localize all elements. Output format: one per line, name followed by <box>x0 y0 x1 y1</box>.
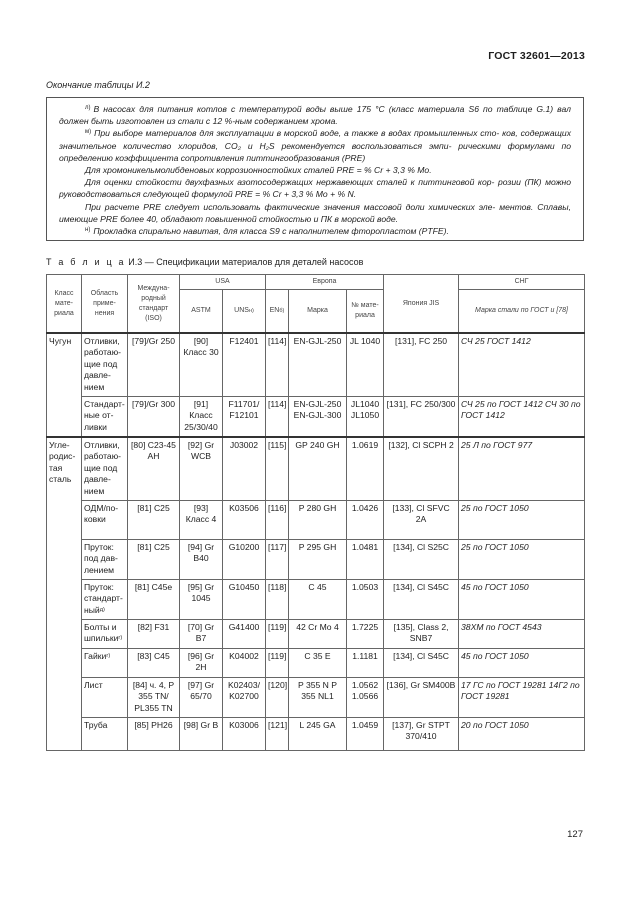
cell-material-number: 1.0503 <box>347 580 384 620</box>
cell-material-number: 1.1181 <box>347 649 384 678</box>
cell-jis: [134], Cl S45C <box>384 580 459 620</box>
table-caption <box>46 257 363 267</box>
cell-uns: K03506 <box>223 501 266 540</box>
cell-astm: [92] Gr WCB <box>180 437 223 501</box>
cell-grade: C 35 E <box>289 649 347 678</box>
table-row <box>47 620 585 649</box>
header-material-class: Класс мате- риала <box>47 275 82 334</box>
cell-grade: P 280 GH <box>289 501 347 540</box>
cell-application: Болты и шпильки$^{г)}$ <box>82 620 128 649</box>
cell-en: [117] <box>266 540 289 580</box>
cell-grade: 42 Cr Mo 4 <box>289 620 347 649</box>
cell-cis: СЧ 25 ГОСТ 1412 <box>459 333 585 397</box>
cell-astm: [96] Gr 2H <box>180 649 223 678</box>
cell-cis: 38ХМ по ГОСТ 4543 <box>459 620 585 649</box>
cell-application: Труба <box>82 718 128 751</box>
cell-material-number: 1.0619 <box>347 437 384 501</box>
cell-cis: 45 по ГОСТ 1050 <box>459 649 585 678</box>
header-cis: СНГ <box>459 275 585 290</box>
cell-astm: [94] Gr B40 <box>180 540 223 580</box>
document-code: ГОСТ 32601—2013 <box>488 50 585 62</box>
cell-iso: [81] C45e <box>128 580 180 620</box>
header-cis-grade: Марка стали по ГОСТ и [78] <box>459 290 585 334</box>
header-europe: Европа <box>266 275 384 290</box>
cell-uns: K02403/ K02700 <box>223 678 266 718</box>
cell-uns: G10200 <box>223 540 266 580</box>
cell-iso: [79]/Gr 300 <box>128 397 180 438</box>
footnote-mark: м) <box>85 129 92 136</box>
cell-jis: [137], Gr STPT 370/410 <box>384 718 459 751</box>
cell-uns: G41400 <box>223 620 266 649</box>
cell-material-number: 1.0459 <box>347 718 384 751</box>
cell-material-number: 1.0562 1.0566 <box>347 678 384 718</box>
header-astm: ASTM <box>180 290 223 334</box>
cell-jis: [133], Cl SFVC 2A <box>384 501 459 540</box>
footnote-text: Прокладка спирально навитая, для класса S9 с наполнителем фторопластом (PTFE). <box>93 226 449 237</box>
cell-uns: K03006 <box>223 718 266 751</box>
cell-grade: P 355 N P 355 NL1 <box>289 678 347 718</box>
footnote-m <box>59 127 571 164</box>
cell-astm: [91] Класс 25/30/40 <box>180 397 223 438</box>
materials-spec-table <box>46 274 585 751</box>
cell-en: [118] <box>266 580 289 620</box>
cell-jis: [136], Gr SM400B <box>384 678 459 718</box>
cell-uns: F12401 <box>223 333 266 397</box>
header-usa: USA <box>180 275 266 290</box>
header-application: Область приме- нения <box>82 275 128 334</box>
cell-cis: 25 по ГОСТ 1050 <box>459 501 585 540</box>
table-caption-prefix: Т а б л и ц а <box>46 257 126 267</box>
table-row <box>47 678 585 718</box>
cell-astm: [70] Gr B7 <box>180 620 223 649</box>
cell-en: [119] <box>266 649 289 678</box>
cell-jis: [134], Cl S25C <box>384 540 459 580</box>
cell-material-class: Угле- родис- тая сталь <box>47 437 82 751</box>
cell-en: [120] <box>266 678 289 718</box>
cell-application: Отливки, работаю- щие под давле- нием <box>82 437 128 501</box>
cell-material-number: JL 1040 <box>347 333 384 397</box>
cell-cis: 25 по ГОСТ 1050 <box>459 540 585 580</box>
footnote-text: В насосах для питания котлов с температурой воды выше 175 °С (класс материала S6 по таблице G.1) вал должен быть изготовлен из стали с 12 %-ным содержанием хрома. <box>59 104 571 127</box>
cell-jis: [131], FC 250 <box>384 333 459 397</box>
cell-application: Лист <box>82 678 128 718</box>
cell-grade: EN-GJL-250 EN-GJL-300 <box>289 397 347 438</box>
cell-material-number: 1.7225 <box>347 620 384 649</box>
cell-application: Стандарт- ные от- ливки <box>82 397 128 438</box>
cell-iso: [82] F31 <box>128 620 180 649</box>
footnotes-box <box>46 97 584 241</box>
cell-material-number: 1.0481 <box>347 540 384 580</box>
header-en: $EN^{б)}$ <box>266 290 289 334</box>
cell-uns: K04002 <box>223 649 266 678</box>
table-caption-text: И.3 — Спецификации материалов для деталей насосов <box>128 257 364 267</box>
cell-en: [119] <box>266 620 289 649</box>
cell-en: [116] <box>266 501 289 540</box>
cell-jis: [135], Class 2, SNB7 <box>384 620 459 649</box>
cell-jis: [132], Cl SCPH 2 <box>384 437 459 501</box>
cell-cis: 20 по ГОСТ 1050 <box>459 718 585 751</box>
page-number: 127 <box>567 829 583 840</box>
cell-uns: J03002 <box>223 437 266 501</box>
cell-uns: F11701/ F12101 <box>223 397 266 438</box>
footnote-paragraph: Для оценки стойкости двухфазных азотосодержащих нержавеющих сталей к питтинговой кор- розии (ПК) можно руководствоваться следующей формулой PRE = % Cr + 3,3 % Mo + % N. <box>59 177 571 200</box>
cell-cis: 17 ГС по ГОСТ 19281 14Г2 по ГОСТ 19281 <box>459 678 585 718</box>
cell-grade: C 45 <box>289 580 347 620</box>
footnote-mark: л) <box>85 105 91 111</box>
header-japan: Япония JIS <box>384 275 459 334</box>
cell-iso: [81] C25 <box>128 540 180 580</box>
cell-cis: 25 Л по ГОСТ 977 <box>459 437 585 501</box>
header-grade: Марка <box>289 290 347 334</box>
cell-iso: [85] PH26 <box>128 718 180 751</box>
cell-material-number: JL1040 JL1050 <box>347 397 384 438</box>
cell-iso: [83] C45 <box>128 649 180 678</box>
cell-iso: [79]/Gr 250 <box>128 333 180 397</box>
header-iso: Междуна- родный стандарт (ISO) <box>128 275 180 334</box>
cell-en: [115] <box>266 437 289 501</box>
cell-uns: G10450 <box>223 580 266 620</box>
cell-application: Отливки, работаю- щие под давле- нием <box>82 333 128 397</box>
cell-grade: L 245 GA <box>289 718 347 751</box>
header-row <box>47 275 585 290</box>
cell-astm: [97] Gr 65/70 <box>180 678 223 718</box>
cell-grade: GP 240 GH <box>289 437 347 501</box>
footnote-l <box>59 103 571 127</box>
table-row <box>47 501 585 540</box>
cell-astm: [98] Gr B <box>180 718 223 751</box>
cell-application: Пруток: под дав- лением <box>82 540 128 580</box>
table-row <box>47 718 585 751</box>
cell-astm: [90] Класс 30 <box>180 333 223 397</box>
cell-en: [114] <box>266 397 289 438</box>
cell-en: [114] <box>266 333 289 397</box>
cell-iso: [80] C23-45 AH <box>128 437 180 501</box>
table-row <box>47 580 585 620</box>
table-end-label: Окончание таблицы И.2 <box>46 80 150 90</box>
table-row <box>47 333 585 397</box>
table-row <box>47 649 585 678</box>
cell-en: [121] <box>266 718 289 751</box>
cell-cis: 45 по ГОСТ 1050 <box>459 580 585 620</box>
cell-astm: [95] Gr 1045 <box>180 580 223 620</box>
header-uns: $UNS^{н)}$ <box>223 290 266 334</box>
header-material-number: № мате- риала <box>347 290 384 334</box>
cell-iso: [84] ч. 4, P 355 TN/ PL355 TN <box>128 678 180 718</box>
cell-application: Пруток: стандарт- ный$^{д)}$ <box>82 580 128 620</box>
cell-application: ОДМ/по- ковки <box>82 501 128 540</box>
table-row <box>47 437 585 501</box>
footnote-paragraph: Для хромоникельмолибденовых коррозионностойких сталей PRE = % Cr + 3,3 % Mo. <box>85 165 432 176</box>
footnote-text: При выборе материалов для эксплуатации в морской воде, а также в водах промышленных сто- ков, содержащих значительное количество хлоридов, CO₂ и H₂S рекомендуется воспользоваться эмпи- рическими формулами по определению коэффициента сопротивления питтингообразования (PRE) <box>59 128 571 163</box>
cell-grade: P 295 GH <box>289 540 347 580</box>
footnote-paragraph: При расчете PRE следует использовать фактические значения массовой доли химических эле- ментов. Сплавы, имеющие PRE более 40, обладают повышенной стойкостью и ПК в морской воде. <box>59 201 571 224</box>
cell-material-number: 1.0426 <box>347 501 384 540</box>
cell-jis: [134], Cl S45C <box>384 649 459 678</box>
cell-iso: [81] C25 <box>128 501 180 540</box>
cell-material-class: Чугун <box>47 333 82 437</box>
footnote-mark: н) <box>85 227 91 234</box>
cell-astm: [93] Класс 4 <box>180 501 223 540</box>
cell-cis: СЧ 25 по ГОСТ 1412 СЧ 30 по ГОСТ 1412 <box>459 397 585 438</box>
footnote-n <box>59 225 571 237</box>
cell-application: Гайки$^{г)}$ <box>82 649 128 678</box>
cell-jis: [131], FC 250/300 <box>384 397 459 438</box>
table-row <box>47 397 585 438</box>
table-row <box>47 540 585 580</box>
cell-grade: EN-GJL-250 <box>289 333 347 397</box>
